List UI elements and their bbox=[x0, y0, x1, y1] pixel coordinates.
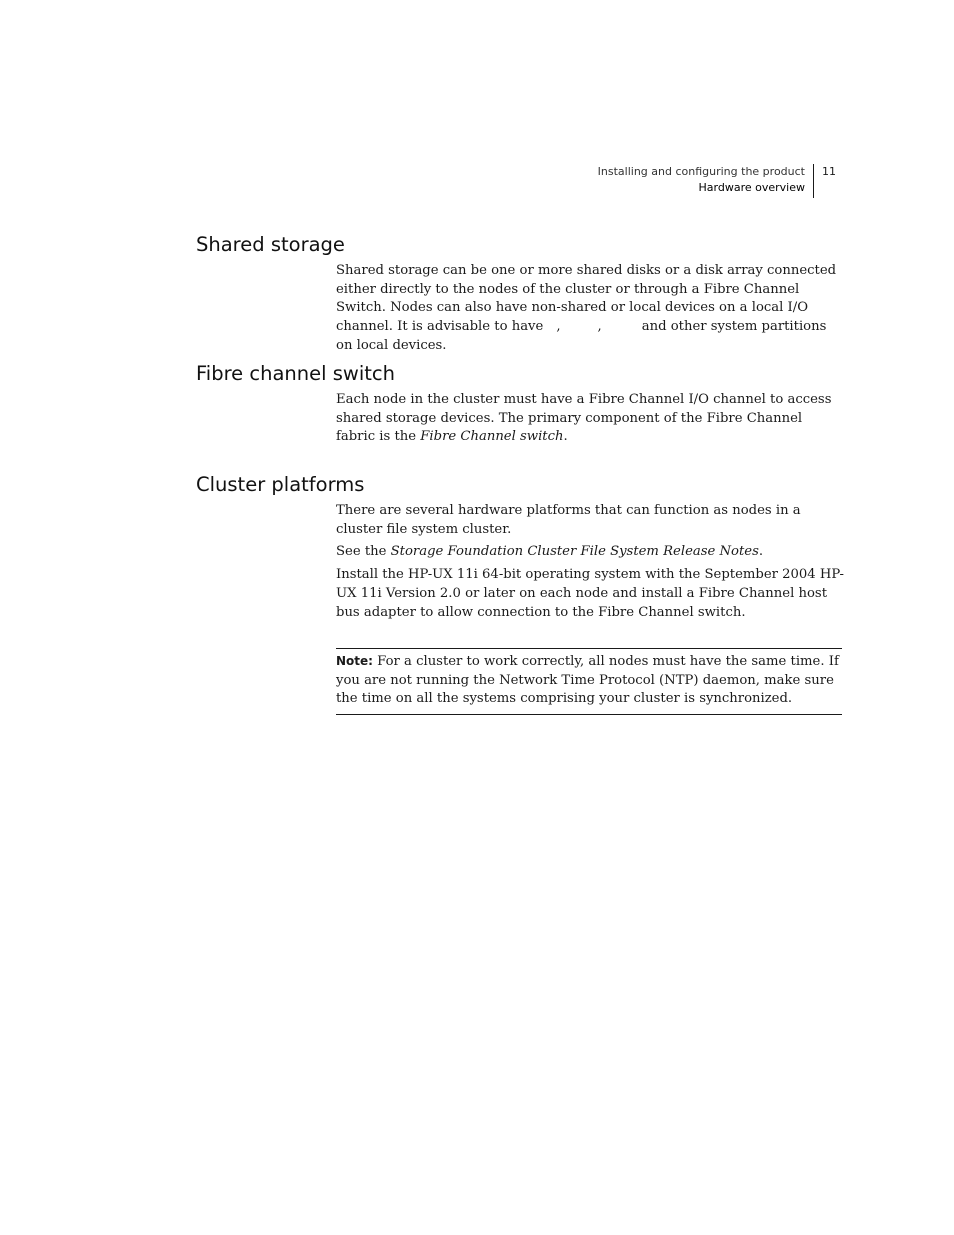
cluster-platforms-paragraph-3: Install the HP-UX 11i 64-bit operating system with the September 2004 HP-UX 11i Version 2.0 or later on each node and install a Fibre Channel host bus adapter to allow connection to the Fibre Channel switch. bbox=[336, 567, 844, 620]
running-header bbox=[598, 164, 836, 198]
header-section-title: Hardware overview bbox=[698, 181, 805, 194]
note-label: Note: bbox=[336, 654, 373, 668]
heading-shared-storage: Shared storage bbox=[196, 233, 345, 256]
release-notes-period: . bbox=[758, 544, 764, 560]
cluster-platforms-paragraph-2 bbox=[336, 543, 844, 562]
fibre-channel-emphasis: Fibre Channel switch bbox=[420, 429, 564, 445]
cluster-platforms-paragraph-1: There are several hardware platforms that can function as nodes in a cluster file system cluster. bbox=[336, 503, 801, 537]
release-notes-title: Storage Foundation Cluster File System Release Notes bbox=[390, 544, 759, 560]
heading-fibre-channel-switch: Fibre channel switch bbox=[196, 362, 395, 385]
fibre-channel-text: Each node in the cluster must have a Fibre Channel I/O channel to access shared storage devices. The primary component of the Fibre Channel fabric is the bbox=[336, 392, 832, 445]
shared-storage-body bbox=[336, 262, 844, 360]
heading-cluster-platforms: Cluster platforms bbox=[196, 473, 365, 496]
shared-storage-paragraph bbox=[336, 262, 844, 356]
header-chapter-title: Installing and configuring the product bbox=[597, 165, 805, 178]
shared-storage-comma-1: , bbox=[556, 319, 561, 335]
shared-storage-comma-2: , bbox=[597, 319, 602, 335]
release-notes-prefix: See the bbox=[336, 544, 387, 560]
header-titles bbox=[598, 164, 814, 198]
page-number: 11 bbox=[822, 165, 836, 178]
fibre-channel-period: . bbox=[563, 429, 568, 445]
note-box bbox=[336, 648, 842, 715]
note-text: For a cluster to work correctly, all nodes must have the same time. If you are not running the Network Time Protocol (NTP) daemon, make sure the time on all the systems comprising your cluster is synchronized. bbox=[336, 654, 839, 707]
fibre-channel-paragraph bbox=[336, 391, 844, 447]
shared-storage-tail: and other system partitions on local devices. bbox=[336, 319, 827, 353]
fibre-channel-switch-body bbox=[336, 391, 844, 451]
shared-storage-text: Shared storage can be one or more shared disks or a disk array connected either directly to the nodes of the cluster or through a Fibre Channel Switch. Nodes can also have non-shared or local devices on a local I/O channel. It is advisable to have bbox=[336, 263, 837, 335]
cluster-platforms-body bbox=[336, 502, 844, 626]
